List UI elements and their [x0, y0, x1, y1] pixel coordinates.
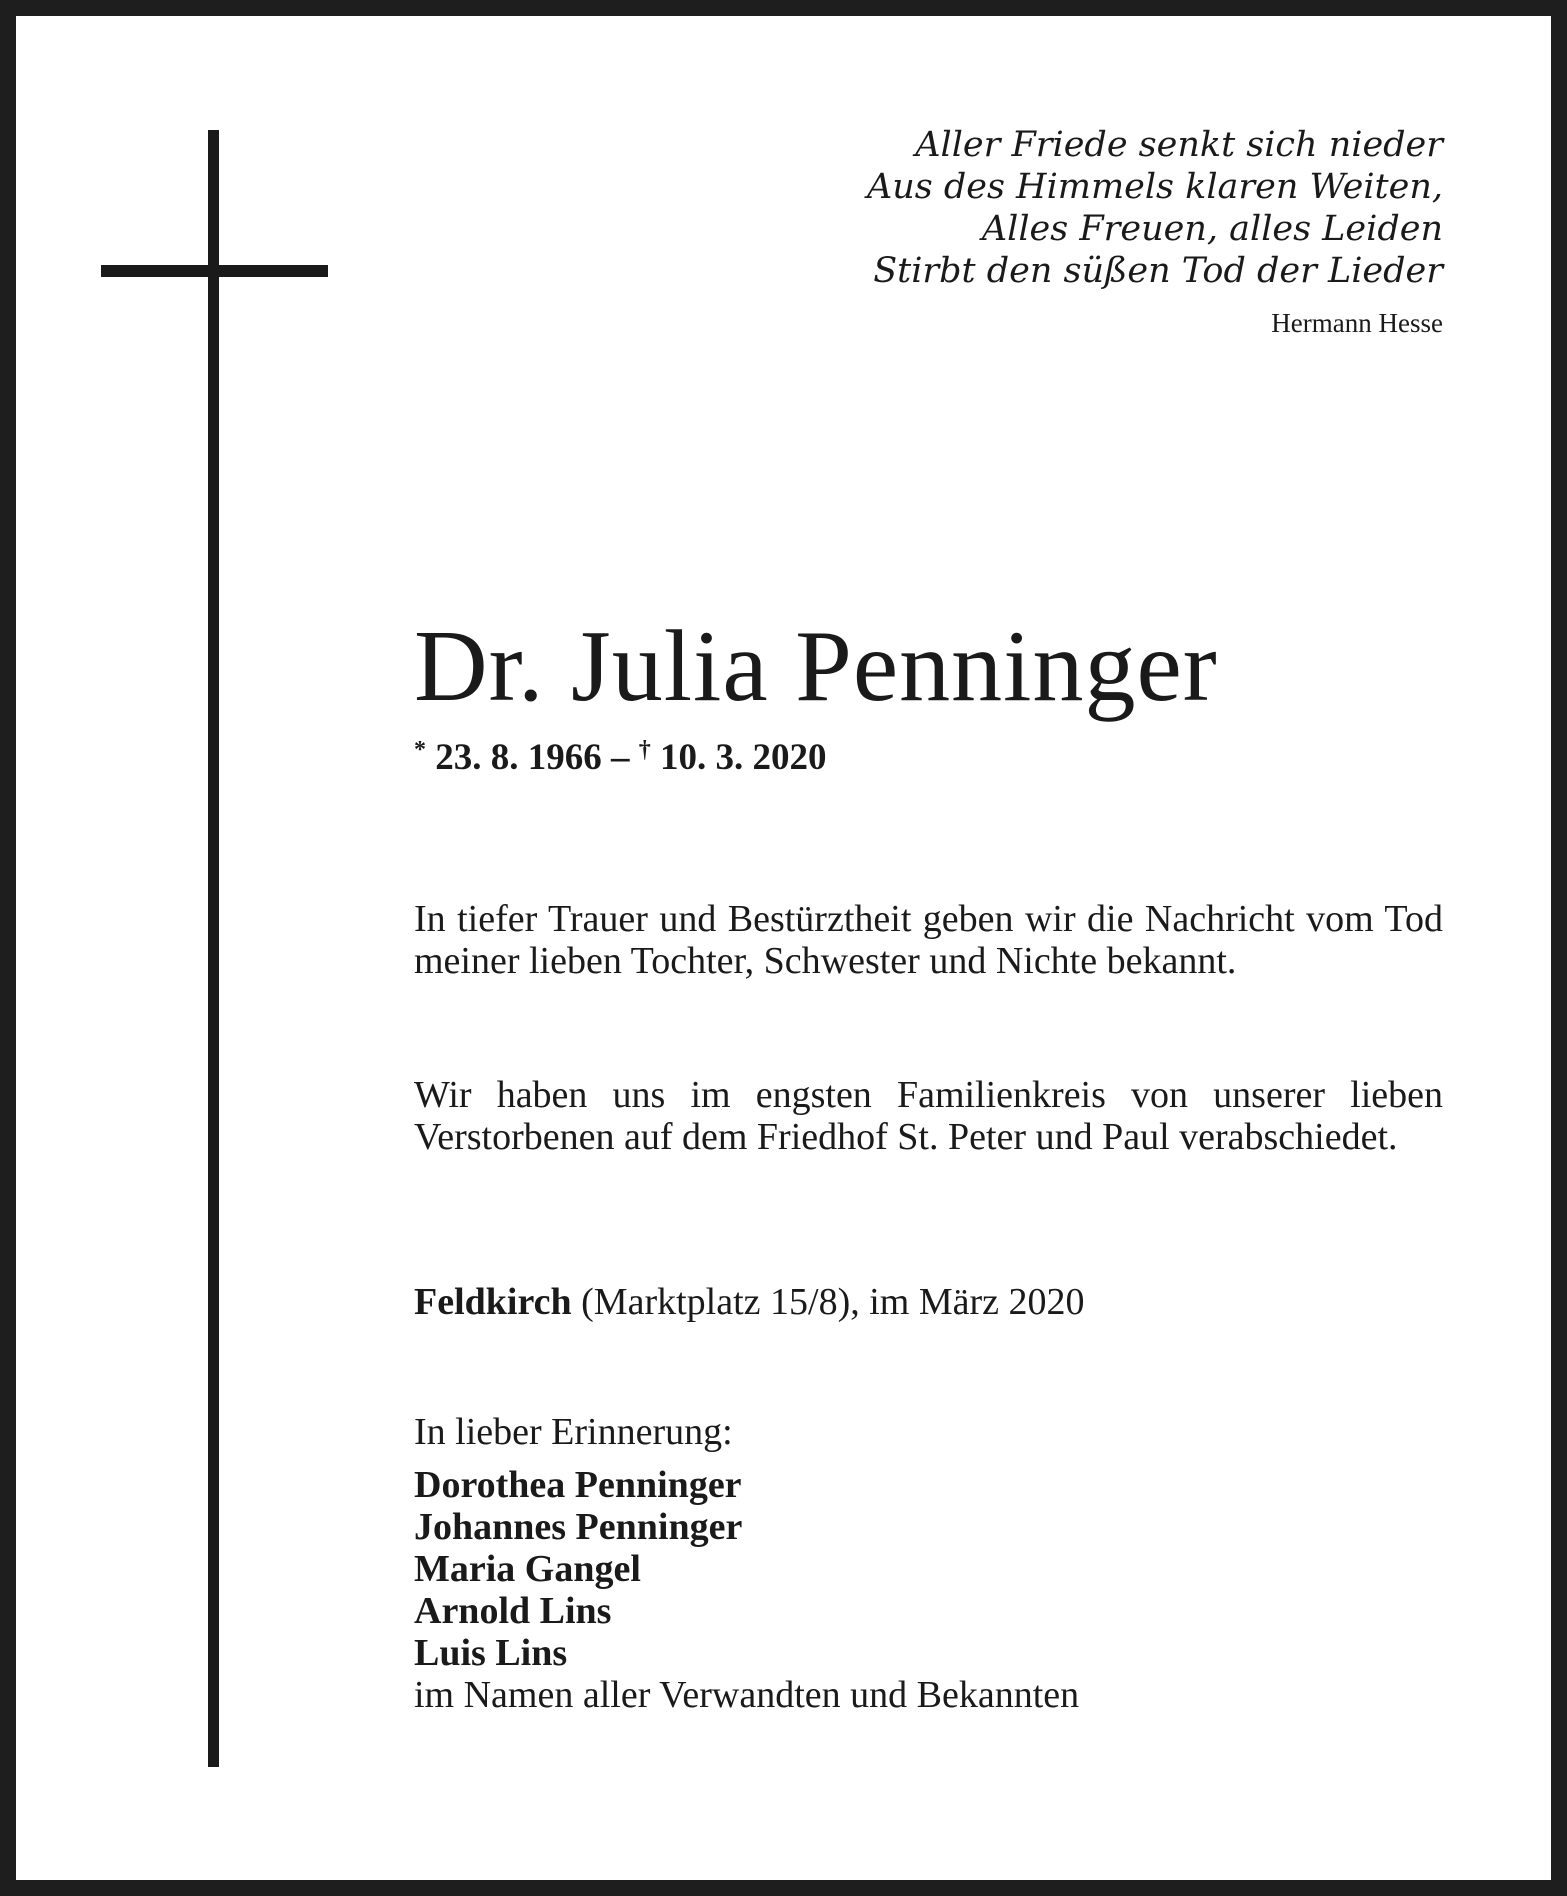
obituary-card	[16, 16, 1551, 1880]
mourner-name: Johannes Penninger	[414, 1506, 743, 1548]
mourner-name: Luis Lins	[414, 1632, 568, 1674]
life-dates	[414, 736, 827, 779]
poem-line: Aus des Himmels klaren Weiten,	[866, 167, 1443, 207]
memory-intro: In lieber Erinnerung:	[414, 1411, 733, 1453]
date-separator: –	[611, 737, 630, 778]
poem-line: Aller Friede senkt sich nieder	[915, 125, 1443, 165]
birth-date: 23. 8. 1966	[435, 737, 602, 778]
mourners-list	[414, 1464, 1079, 1716]
place-and-date	[414, 1280, 1085, 1324]
place-city: Feldkirch	[414, 1281, 572, 1323]
place-details: (Marktplatz 15/8), im März 2020	[581, 1281, 1085, 1323]
poem-line: Stirbt den süßen Tod der Lieder	[873, 251, 1443, 291]
mourners-footer: im Namen aller Verwandten und Bekannten	[414, 1674, 1080, 1716]
announcement-paragraph: In tiefer Trauer und Bestürztheit geben wir die Nachricht vom Tod meiner lieben Tochter, Schwester und Nichte bekannt.	[414, 898, 1443, 982]
mourner-name: Maria Gangel	[414, 1548, 641, 1590]
deceased-name: Dr. Julia Penninger	[414, 610, 1218, 723]
mourner-name: Arnold Lins	[414, 1590, 612, 1632]
poem-line: Alles Freuen, alles Leiden	[981, 209, 1443, 249]
cross-icon-horizontal	[101, 265, 328, 277]
death-symbol: †	[638, 737, 651, 763]
poem-verse	[867, 124, 1443, 292]
cross-icon-vertical	[208, 130, 219, 1767]
poem-author: Hermann Hesse	[1271, 308, 1443, 338]
mourner-name: Dorothea Penninger	[414, 1464, 742, 1506]
death-date: 10. 3. 2020	[660, 737, 827, 778]
birth-symbol: *	[414, 737, 426, 763]
farewell-paragraph: Wir haben uns im engsten Familienkreis von unserer lieben Verstorbenen auf dem Friedhof St. Peter und Paul verabschiedet.	[414, 1074, 1443, 1158]
